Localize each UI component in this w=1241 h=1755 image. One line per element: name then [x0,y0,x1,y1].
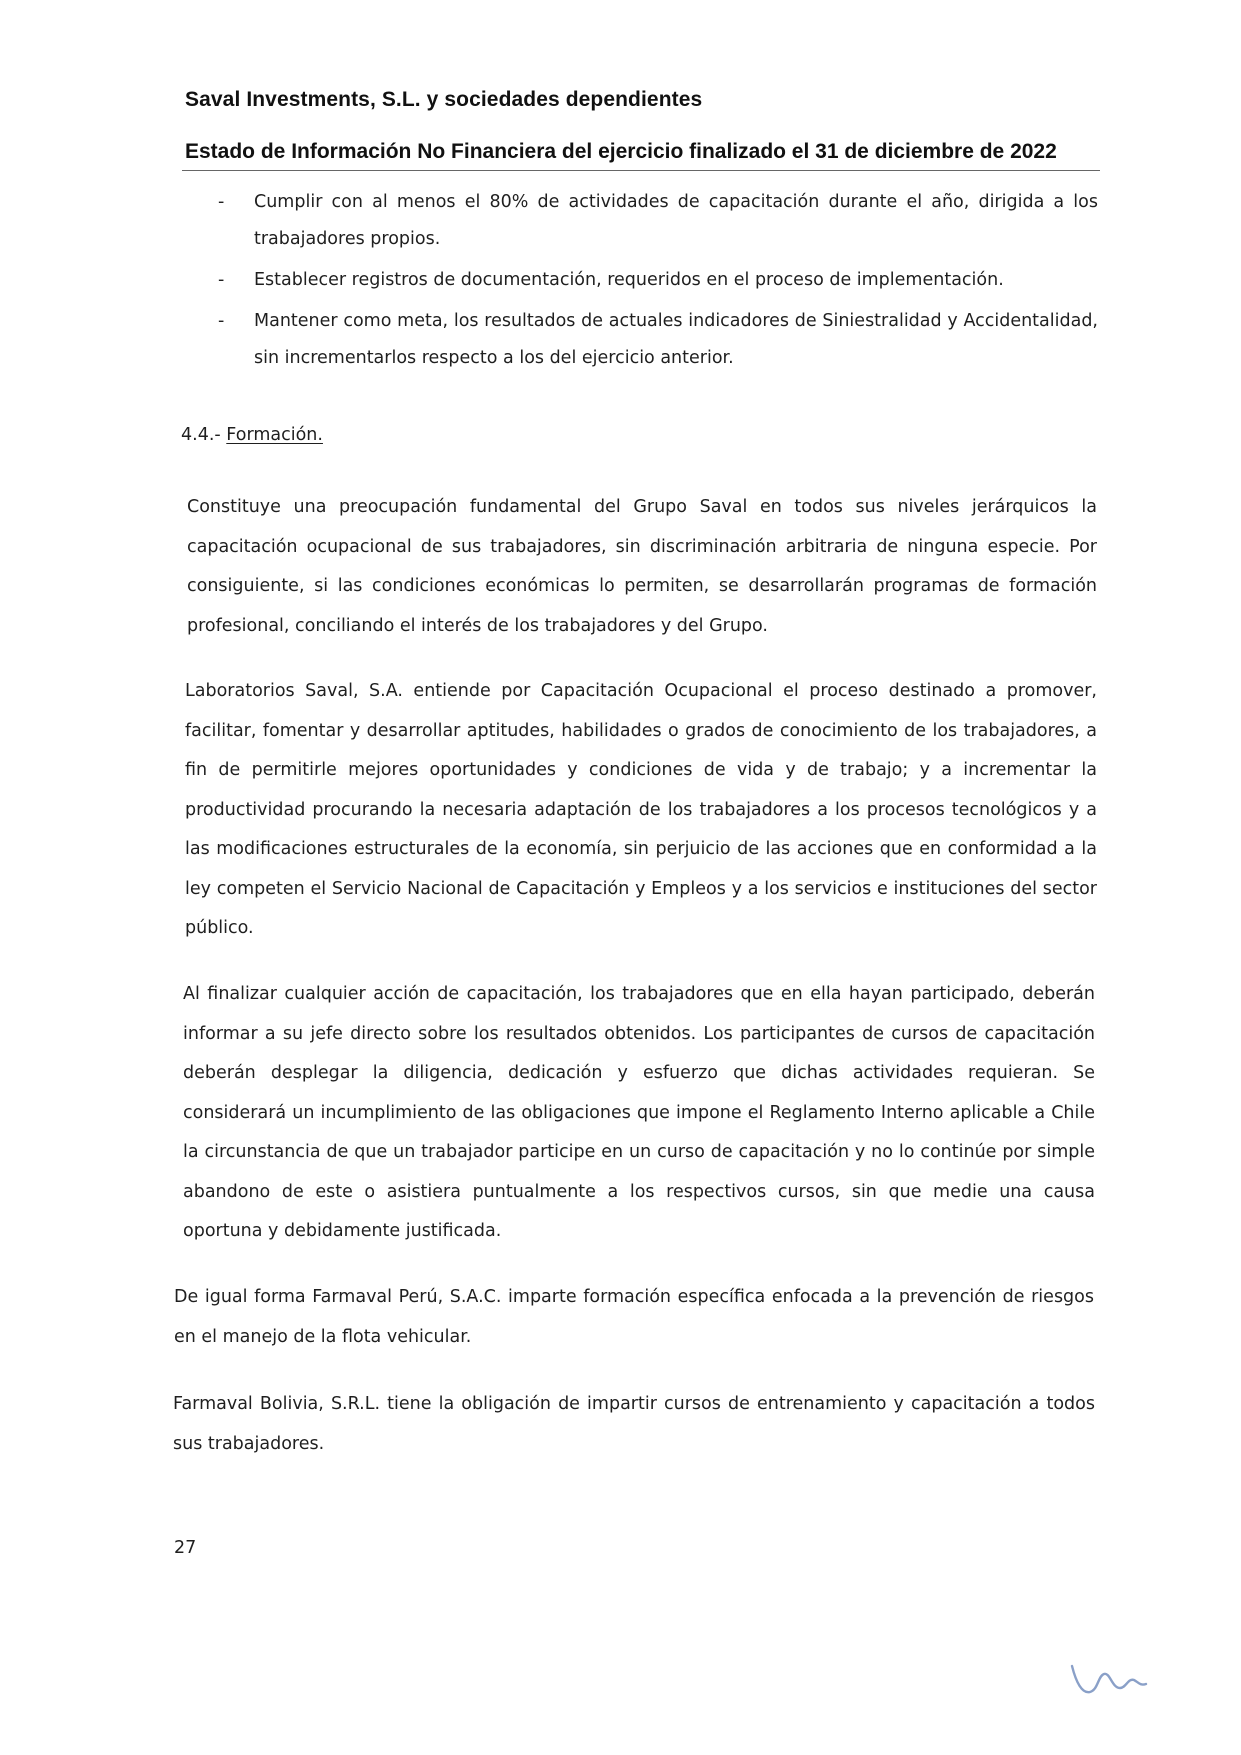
paragraph: Al finalizar cualquier acción de capacitación, los trabajadores que en ella hayan participado, deberán informar a su jefe directo sobre los resultados obtenidos. Los participantes de cursos de capacitación deberán desplegar la diligencia, dedicación y esfuerzo que dichas actividades requieran. Se considerará un incumplimiento de las obligaciones que impone el Reglamento Interno aplicable a Chile la circunstancia de que un trabajador participe en un curso de capacitación y no lo continúe por simple abandono de este o asistiera puntualmente a los respectivos cursos, sin que medie una causa oportuna y debidamente justificada. [183,984,1095,1241]
header-company-name: Saval Investments, S.L. y sociedades dependientes [185,88,703,111]
section-heading [181,425,323,445]
objectives-list [218,184,1098,381]
section-number: 4.4.- [181,425,221,445]
list-item-text: Establecer registros de documentación, requeridos en el proceso de implementación. [254,270,1004,290]
header-divider [182,170,1100,171]
list-item [218,184,1098,258]
page-number: 27 [174,1538,197,1558]
list-item [218,303,1098,377]
handwritten-initials-mark [1068,1660,1148,1700]
paragraph: De igual forma Farmaval Perú, S.A.C. imparte formación específica enfocada a la prevención de riesgos en el manejo de la flota vehicular. [174,1287,1094,1347]
list-item [218,262,1098,299]
paragraph: Laboratorios Saval, S.A. entiende por Capacitación Ocupacional el proceso destinado a promover, facilitar, fomentar y desarrollar aptitudes, habilidades o grados de conocimiento de los trabajadores, a fin de permitirle mejores oportunidades y condiciones de vida y de trabajo; y a incrementar la productividad procurando la necesaria adaptación de los trabajadores a los procesos tecnológicos y a las modificaciones estructurales de la economía, sin perjuicio de las acciones que en conformidad a la ley competen el Servicio Nacional de Capacitación y Empleos y a los servicios e instituciones del sector público. [185,681,1097,938]
paragraph: Constituye una preocupación fundamental del Grupo Saval en todos sus niveles jerárquicos la capacitación ocupacional de sus trabajadores, sin discriminación arbitraria de ninguna especie. Por consiguiente, si las condiciones económicas lo permiten, se desarrollarán programas de formación profesional, conciliando el interés de los trabajadores y del Grupo. [187,497,1097,636]
paragraph: Farmaval Bolivia, S.R.L. tiene la obligación de impartir cursos de entrenamiento y capacitación a todos sus trabajadores. [173,1394,1095,1454]
section-title: Formación. [226,425,323,445]
bullet-dash: - [218,311,225,331]
bullet-dash: - [218,270,225,290]
bullet-dash: - [218,192,225,212]
list-item-text: Mantener como meta, los resultados de actuales indicadores de Siniestralidad y Accidentalidad, sin incrementarlos respecto a los del ejercicio anterior. [254,311,1098,368]
header-report-title: Estado de Información No Financiera del ejercicio finalizado el 31 de diciembre de 2022 [185,140,1057,163]
list-item-text: Cumplir con al menos el 80% de actividades de capacitación durante el año, dirigida a los trabajadores propios. [254,192,1098,249]
